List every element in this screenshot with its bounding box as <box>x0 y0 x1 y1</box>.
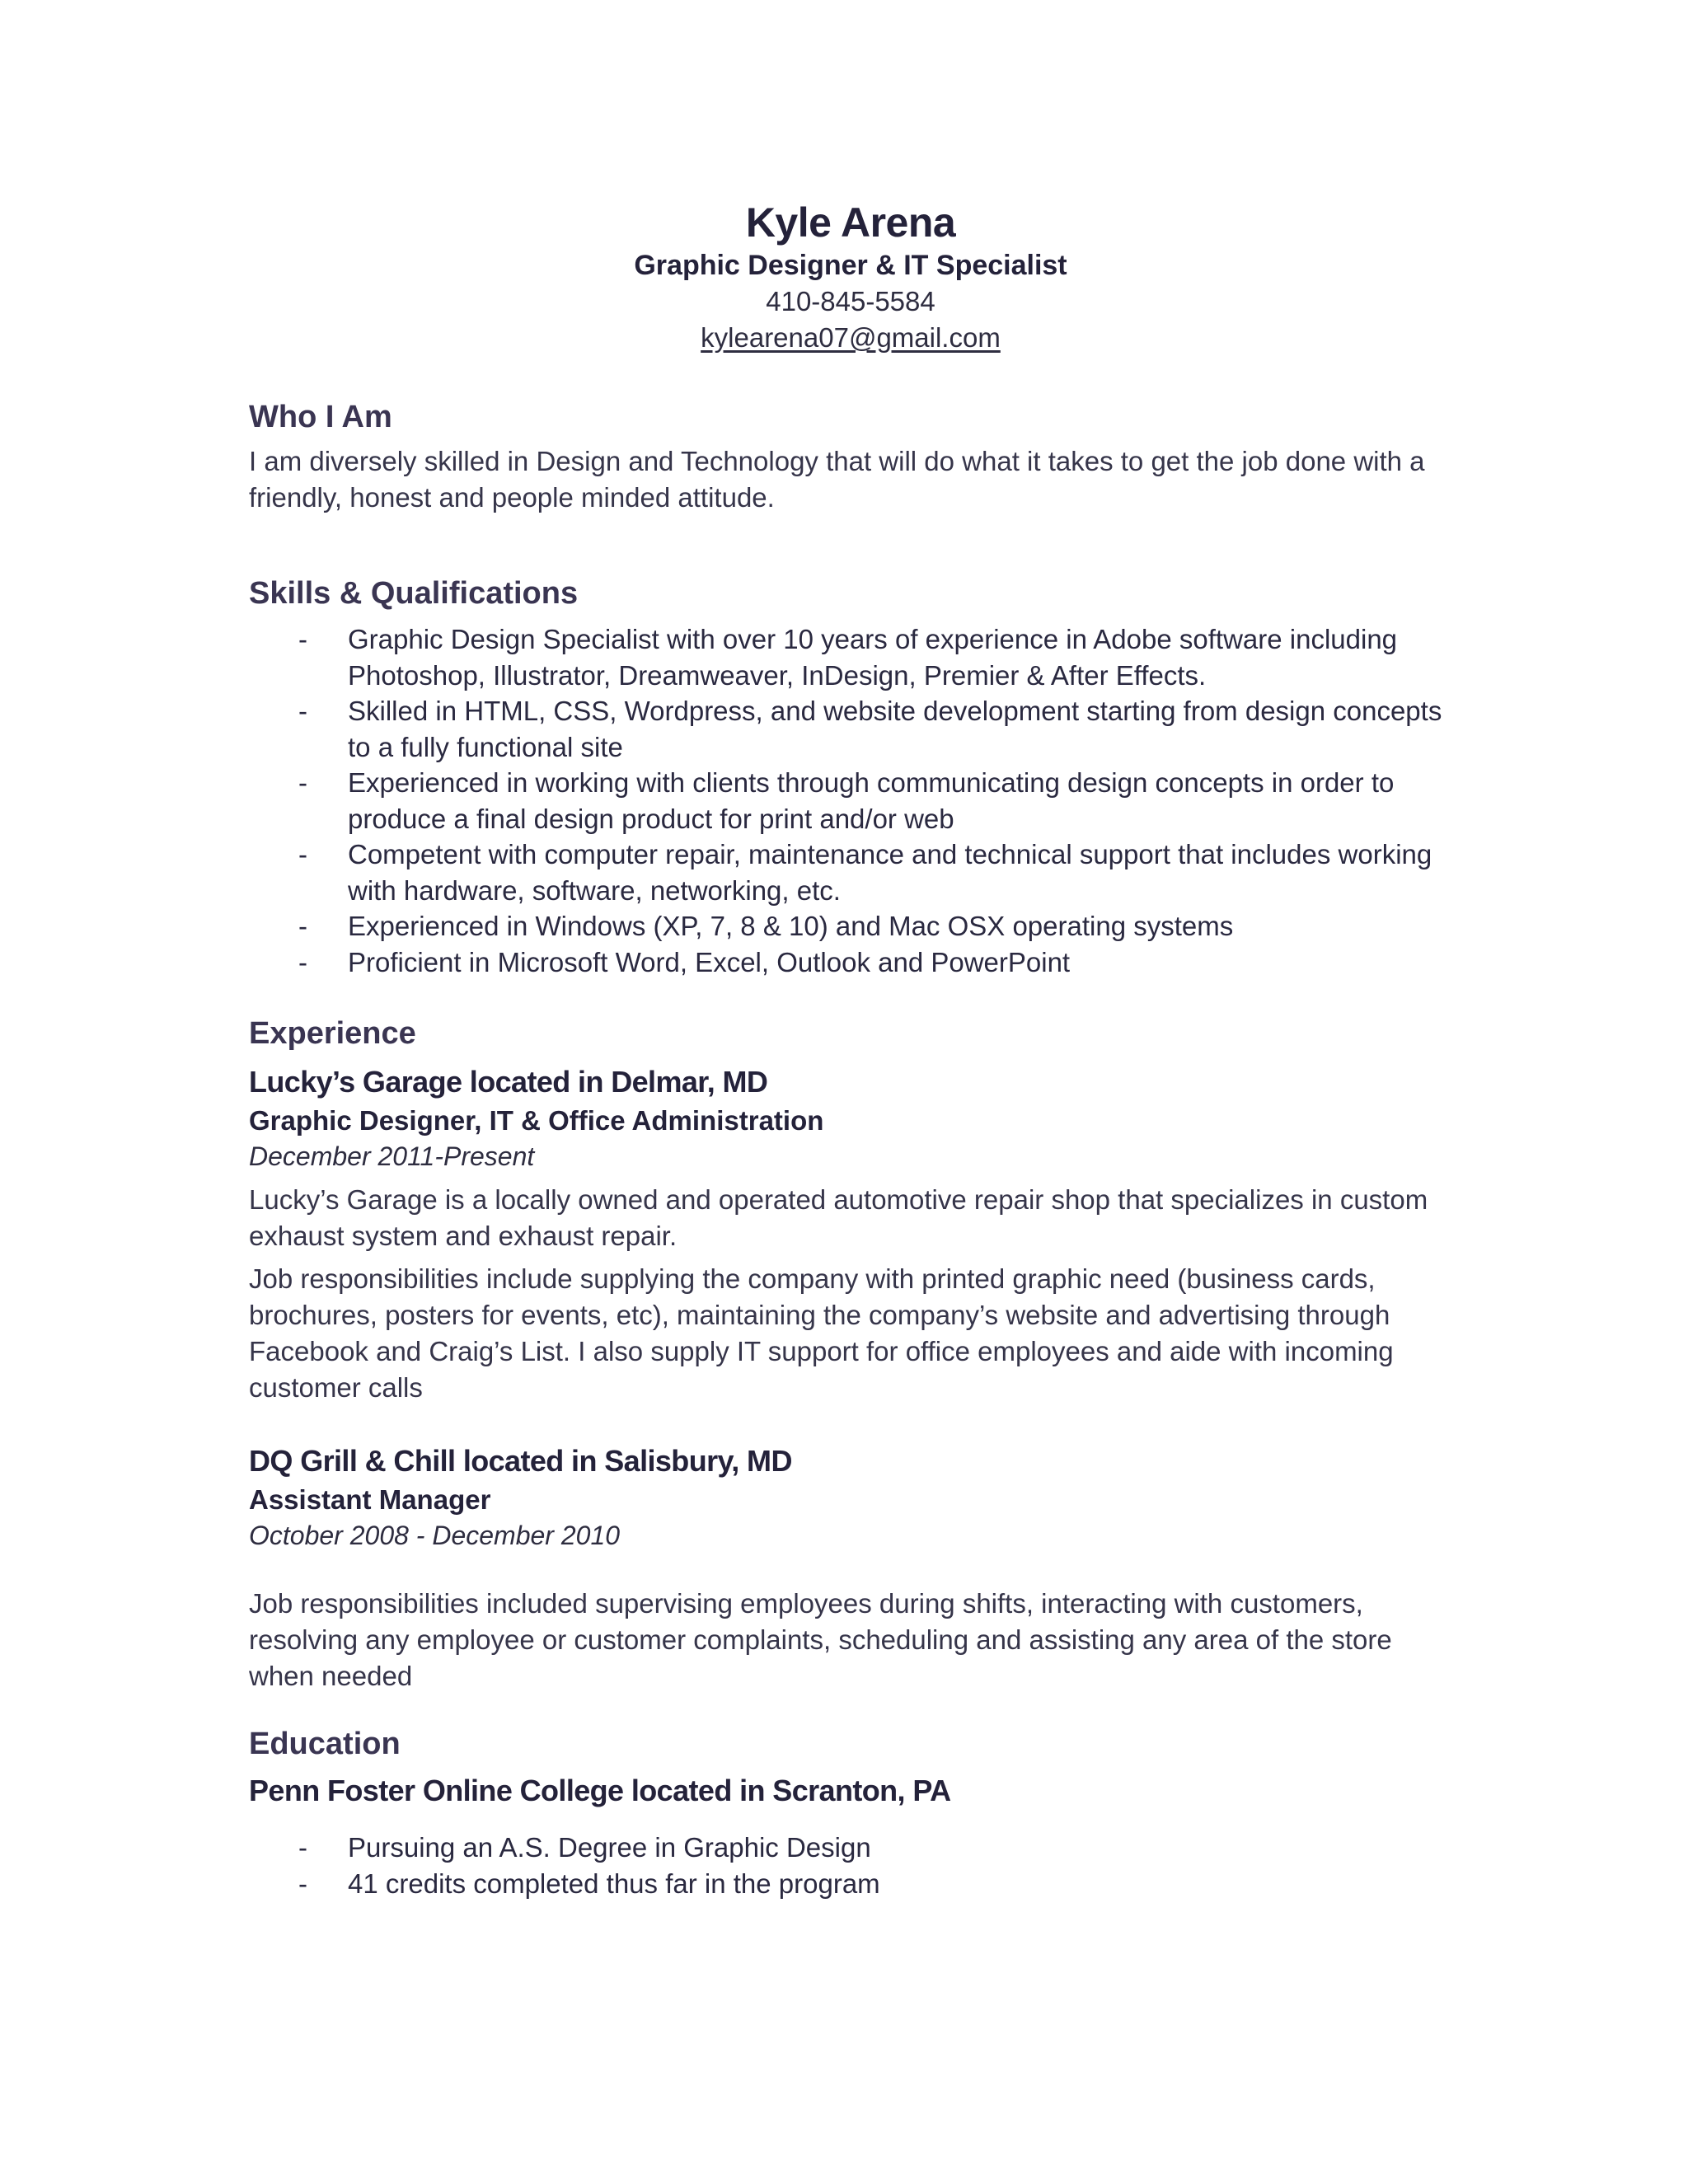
skills-list <box>249 621 1452 980</box>
school-name: Penn Foster Online College located in Scranton, PA <box>249 1774 951 1807</box>
skill-text: Proficient in Microsoft Word, Excel, Outlook and PowerPoint <box>348 946 1071 977</box>
skill-text: Skilled in HTML, CSS, Wordpress, and website development starting from design concepts to a fully functional site <box>348 696 1442 762</box>
skill-text: Competent with computer repair, maintenance and technical support that includes working with hardware, software, networking, etc. <box>348 839 1432 906</box>
list-item <box>249 765 1452 837</box>
job-description: Lucky’s Garage is a locally owned and operated automotive repair shop that specializes in custom exhaust system and exhaust repair. <box>249 1184 1428 1251</box>
list-item <box>249 1830 1452 1866</box>
education-text: 41 credits completed thus far in the program <box>348 1868 880 1899</box>
bullet-dash: - <box>298 911 307 941</box>
skill-text: Graphic Design Specialist with over 10 years of experience in Adobe software including Photoshop, Illustrator, Dreamweaver, InDesign, Premier & After Effects. <box>348 624 1398 691</box>
who-i-am-text: I am diversely skilled in Design and Technology that will do what it takes to get the job done with a friendly, honest and people minded attitude. <box>249 446 1425 513</box>
section-title-skills: Skills & Qualifications <box>249 576 579 611</box>
job-dates: December 2011-Present <box>249 1141 535 1171</box>
job-org: DQ Grill & Chill located in Salisbury, MD <box>249 1444 792 1478</box>
job-role: Assistant Manager <box>249 1484 491 1515</box>
bullet-dash: - <box>298 1868 307 1899</box>
job-responsibilities: Job responsibilities included supervising employees during shifts, interacting with customers, resolving any employee or customer complaints, scheduling and assisting any area of the store when needed <box>249 1588 1392 1691</box>
list-item <box>249 693 1452 765</box>
candidate-tagline: Graphic Designer & IT Specialist <box>634 250 1067 281</box>
bullet-dash: - <box>298 696 307 726</box>
section-title-who-i-am: Who I Am <box>249 400 392 434</box>
bullet-dash: - <box>298 624 307 654</box>
section-title-education: Education <box>249 1727 401 1761</box>
email-link[interactable]: kylearena07@gmail.com <box>701 322 1001 353</box>
list-item <box>249 837 1452 908</box>
skill-text: Experienced in working with clients through communicating design concepts in order to produce a final design product for print and/or web <box>348 767 1395 834</box>
bullet-dash: - <box>298 839 307 869</box>
list-item <box>249 908 1452 944</box>
list-item <box>249 1866 1452 1902</box>
job-org: Lucky’s Garage located in Delmar, MD <box>249 1065 768 1099</box>
education-list <box>249 1830 1452 1901</box>
resume-header <box>249 198 1452 356</box>
job-responsibilities: Job responsibilities include supplying the company with printed graphic need (business cards, brochures, posters for events, etc), maintaining the company’s website and advertising through Facebook and Craig’s List. I also supply IT support for office employees and aide with incoming customer calls <box>249 1263 1394 1403</box>
bullet-dash: - <box>298 1832 307 1863</box>
bullet-dash: - <box>298 946 307 977</box>
section-title-experience: Experience <box>249 1016 416 1051</box>
skill-text: Experienced in Windows (XP, 7, 8 & 10) and Mac OSX operating systems <box>348 911 1234 941</box>
education-text: Pursuing an A.S. Degree in Graphic Design <box>348 1832 871 1863</box>
list-item <box>249 944 1452 981</box>
list-item <box>249 621 1452 693</box>
job-dates: October 2008 - December 2010 <box>249 1521 621 1550</box>
candidate-name: Kyle Arena <box>745 199 956 246</box>
job-role: Graphic Designer, IT & Office Administration <box>249 1105 824 1136</box>
phone-number: 410-845-5584 <box>766 286 935 316</box>
bullet-dash: - <box>298 767 307 798</box>
